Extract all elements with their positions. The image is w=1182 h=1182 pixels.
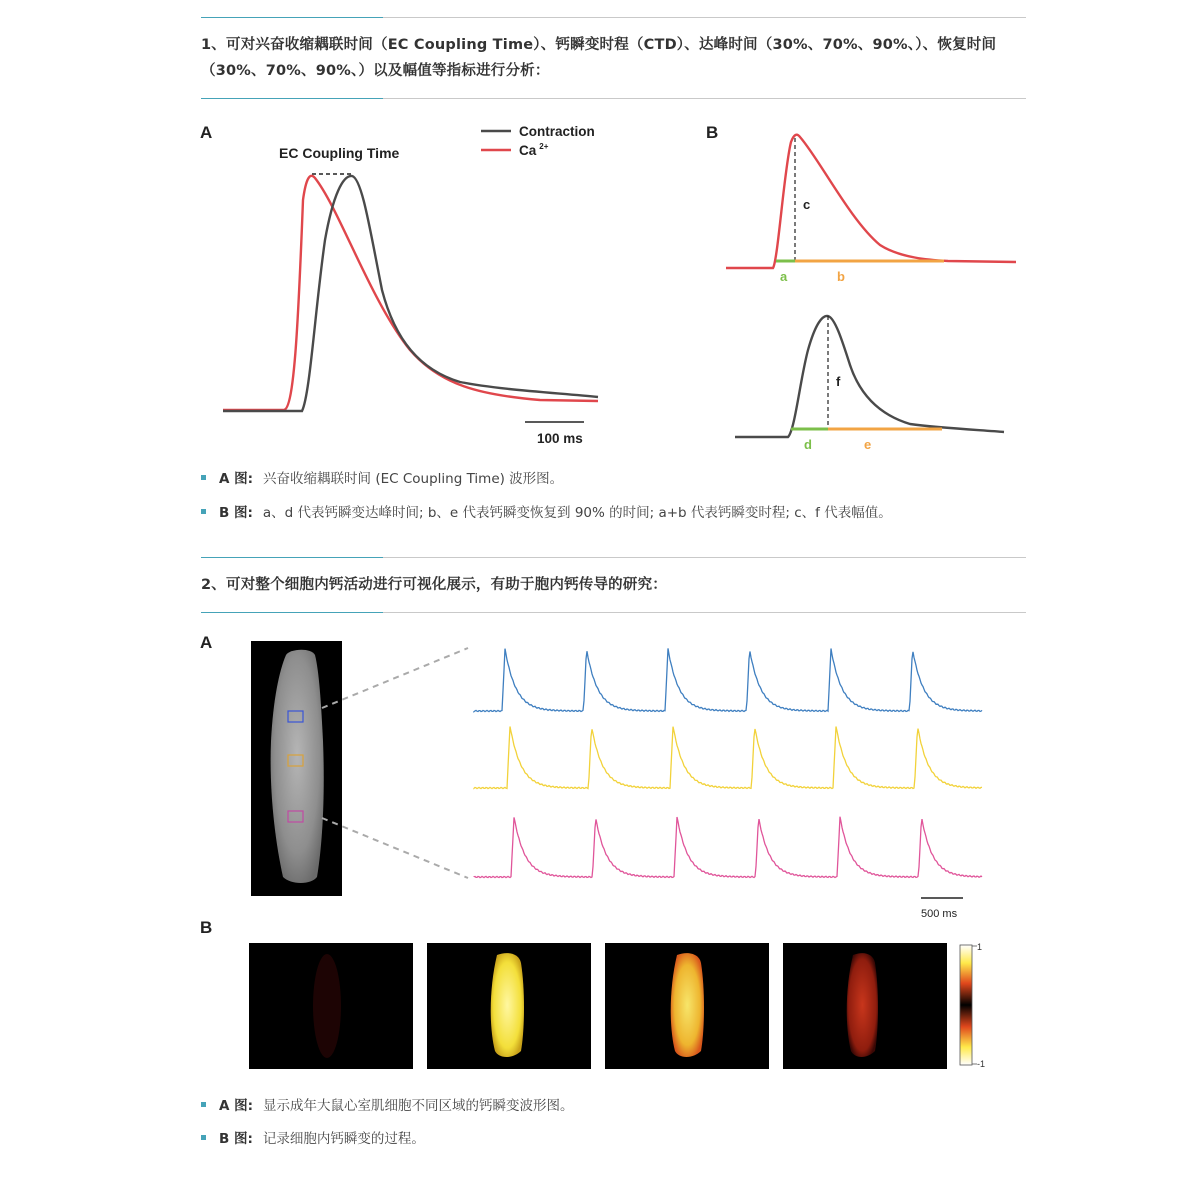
label-a: a	[780, 269, 788, 284]
legend-ca-text: Ca	[519, 143, 537, 158]
scalebar-500ms-label: 500 ms	[921, 908, 958, 920]
caption-label: B 图:	[219, 1131, 253, 1147]
bullet-icon	[201, 1102, 206, 1107]
calcium-image-1	[249, 943, 413, 1069]
calcium-image-1-svg	[249, 943, 413, 1069]
section1-heading-line2: （30%、70%、90%、）以及幅值等指标进行分析：	[201, 63, 550, 79]
zoom-line-bottom	[322, 818, 468, 878]
panel-2a-letter: A	[200, 633, 213, 652]
trace-pink	[474, 817, 982, 878]
calcium-image-4-svg	[783, 943, 947, 1069]
bullet-icon	[201, 1135, 206, 1140]
trace-blue	[474, 648, 982, 711]
scalebar-100ms-label: 100 ms	[537, 431, 583, 446]
ec-coupling-label: EC Coupling Time	[279, 145, 400, 161]
trace-yellow	[474, 727, 982, 789]
caption-text: a、d 代表钙瞬变达峰时间; b、e 代表钙瞬变恢复到 90% 的时间; a+b 代表钙瞬变时程; c、f 代表幅值。	[262, 505, 892, 521]
caption-s2-b	[201, 1129, 425, 1149]
label-f: f	[836, 374, 841, 389]
calcium-image-3-svg	[605, 943, 769, 1069]
zoom-line-top	[322, 648, 468, 708]
calcium-image-3	[605, 943, 769, 1069]
calcium-image-2	[427, 943, 591, 1069]
caption-label: A 图:	[219, 471, 254, 487]
panel-a-letter: A	[200, 123, 213, 142]
caption-s2-a	[201, 1096, 574, 1116]
caption-label: A 图:	[219, 1098, 254, 1114]
calcium-image-4	[783, 943, 947, 1069]
caption-text: 兴奋收缩耦联时间 (EC Coupling Time) 波形图。	[263, 471, 564, 487]
label-d: d	[804, 437, 812, 452]
section1-heading-line1: 1、可对兴奋收缩耦联时间（EC Coupling Time）、钙瞬变时程（CTD）、达峰时间（30%、70%、90%、）、恢复时间	[201, 37, 997, 53]
label-c: c	[803, 197, 811, 212]
colorbar-bottom-label: -1	[977, 1059, 986, 1069]
label-e: e	[864, 437, 872, 452]
caption-label: B 图:	[219, 505, 253, 521]
label-b: b	[837, 269, 845, 284]
legend-contraction-label: Contraction	[519, 124, 595, 139]
caption-text: 记录细胞内钙瞬变的过程。	[262, 1131, 425, 1147]
panel-2b-letter: B	[200, 918, 213, 937]
legend-ca-sup: 2+	[539, 142, 549, 151]
panel-b-letter: B	[706, 123, 719, 142]
colorbar	[955, 940, 1015, 1070]
section2-heading: 2、可对整个细胞内钙活动进行可视化展示，有助于胞内钙传导的研究：	[201, 577, 667, 593]
colorbar-top-label: 1	[977, 942, 983, 952]
calcium-image-2-svg	[427, 943, 591, 1069]
caption-text: 显示成年大鼠心室肌细胞不同区域的钙瞬变波形图。	[263, 1098, 574, 1114]
